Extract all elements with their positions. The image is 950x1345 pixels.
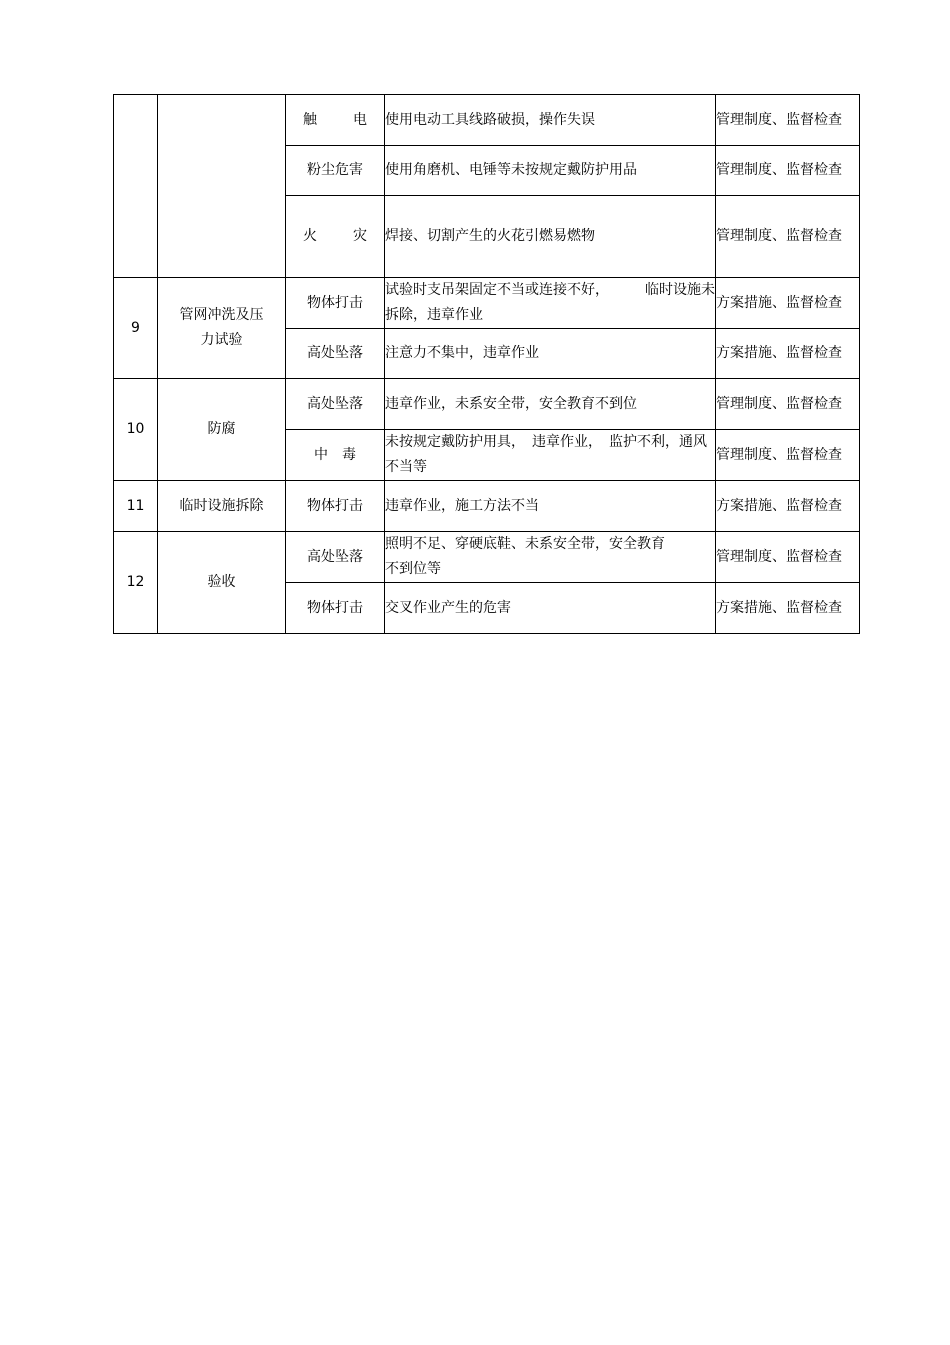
measure-cell: 方案措施、监督检查 [716,583,860,634]
risk-table [113,94,860,634]
measure-cell: 管理制度、监督检查 [716,532,860,583]
hazard-cell: 中 毒 [286,430,385,481]
hazard-cell: 高处坠落 [286,532,385,583]
cause-cell: 交叉作业产生的危害 [385,583,716,634]
measure-cell: 管理制度、监督检查 [716,95,860,146]
work-item-cell: 临时设施拆除 [158,481,286,532]
table-row [114,379,860,430]
work-item-cell: 管网冲洗及压力试验 [158,278,286,379]
cause-cell: 注意力不集中，违章作业 [385,329,716,379]
cause-cell: 使用电动工具线路破损，操作失误 [385,95,716,146]
hazard-cell: 粉尘危害 [286,146,385,196]
row-number-cell: 11 [114,481,158,532]
measure-cell: 管理制度、监督检查 [716,379,860,430]
table-row [114,481,860,532]
cause-cell: 违章作业，施工方法不当 [385,481,716,532]
work-item-cell [158,95,286,278]
row-number-cell: 10 [114,379,158,481]
cause-cell: 使用角磨机、电锤等未按规定戴防护用品 [385,146,716,196]
cause-cell: 试验时支吊架固定不当或连接不好， 临时设施未拆除，违章作业 [385,278,716,329]
cause-cell: 未按规定戴防护用具， 违章作业， 监护不利，通风不当等 [385,430,716,481]
row-number-cell: 12 [114,532,158,634]
cause-cell: 照明不足、穿硬底鞋、未系安全带，安全教育不到位等 [385,532,716,583]
hazard-cell: 高处坠落 [286,329,385,379]
cause-cell: 焊接、切割产生的火花引燃易燃物 [385,196,716,278]
hazard-cell: 物体打击 [286,278,385,329]
cause-cell: 违章作业，未系安全带，安全教育不到位 [385,379,716,430]
table-row [114,95,860,146]
hazard-cell: 物体打击 [286,583,385,634]
measure-cell: 管理制度、监督检查 [716,196,860,278]
row-number-cell [114,95,158,278]
measure-cell: 管理制度、监督检查 [716,146,860,196]
hazard-cell: 火 灾 [286,196,385,278]
measure-cell: 方案措施、监督检查 [716,329,860,379]
measure-cell: 方案措施、监督检查 [716,278,860,329]
hazard-cell: 高处坠落 [286,379,385,430]
work-item-cell: 验收 [158,532,286,634]
measure-cell: 管理制度、监督检查 [716,430,860,481]
hazard-cell: 物体打击 [286,481,385,532]
row-number-cell: 9 [114,278,158,379]
measure-cell: 方案措施、监督检查 [716,481,860,532]
work-item-cell: 防腐 [158,379,286,481]
table-row [114,532,860,583]
table-row [114,278,860,329]
hazard-cell: 触 电 [286,95,385,146]
